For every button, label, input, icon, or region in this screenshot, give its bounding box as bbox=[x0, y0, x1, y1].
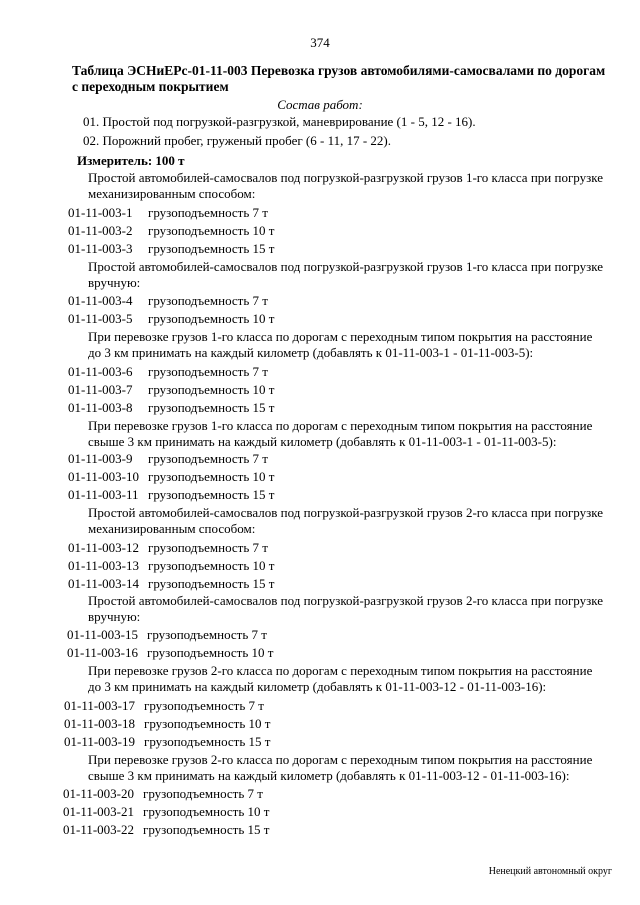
item-desc: грузоподъемность 10 т bbox=[143, 804, 270, 819]
item-code: 01-11-003-2 bbox=[68, 223, 133, 238]
group-description: Простой автомобилей-самосвалов под погрузкой-разгрузкой грузов 1-го класса при погрузке вручную: bbox=[88, 259, 604, 290]
list-item bbox=[68, 205, 268, 221]
item-code: 01-11-003-21 bbox=[63, 804, 135, 819]
item-code: 01-11-003-3 bbox=[68, 241, 133, 256]
item-desc: грузоподъемность 10 т bbox=[148, 382, 275, 397]
footer-region: Ненецкий автономный округ bbox=[488, 866, 612, 877]
group-description: При перевозке грузов 2-го класса по дорогам с переходным типом покрытия на расстояние свыше 3 км принимать на каждый километр (добавлять к 01-11-003-12 - 01-11-003-16): bbox=[88, 752, 593, 783]
list-item bbox=[68, 451, 268, 467]
group-description: При перевозке грузов 2-го класса по дорогам с переходным типом покрытия на расстояние до 3 км принимать на каждый километр (добавлять к 01-11-003-12 - 01-11-003-16): bbox=[88, 663, 593, 694]
group-description: Простой автомобилей-самосвалов под погрузкой-разгрузкой грузов 2-го класса при погрузке вручную: bbox=[88, 593, 604, 624]
list-item bbox=[68, 400, 274, 416]
item-code: 01-11-003-10 bbox=[68, 469, 140, 484]
item-desc: грузоподъемность 7 т bbox=[147, 627, 267, 642]
item-desc: грузоподъемность 15 т bbox=[148, 241, 275, 256]
composition-item: 01. Простой под погрузкой-разгрузкой, маневрирование (1 - 5, 12 - 16). bbox=[83, 114, 476, 129]
list-item bbox=[64, 716, 270, 732]
item-code: 01-11-003-14 bbox=[68, 576, 140, 591]
group-description: Простой автомобилей-самосвалов под погрузкой-разгрузкой грузов 1-го класса при погрузке механизированным способом: bbox=[88, 170, 604, 201]
item-desc: грузоподъемность 7 т bbox=[148, 205, 268, 220]
list-item bbox=[63, 804, 269, 820]
list-item bbox=[68, 558, 274, 574]
item-desc: грузоподъемность 15 т bbox=[144, 734, 271, 749]
item-code: 01-11-003-4 bbox=[68, 293, 133, 308]
item-desc: грузоподъемность 15 т bbox=[148, 487, 275, 502]
list-item bbox=[68, 223, 274, 239]
item-desc: грузоподъемность 7 т bbox=[148, 293, 268, 308]
list-item bbox=[68, 364, 268, 380]
item-code: 01-11-003-22 bbox=[63, 822, 135, 837]
item-code: 01-11-003-13 bbox=[68, 558, 140, 573]
list-item bbox=[68, 241, 274, 257]
list-item bbox=[64, 698, 264, 714]
item-desc: грузоподъемность 7 т bbox=[148, 451, 268, 466]
composition-item: 02. Порожний пробег, груженый пробег (6 - 11, 17 - 22). bbox=[83, 133, 392, 148]
item-code: 01-11-003-9 bbox=[68, 451, 133, 466]
item-desc: грузоподъемность 10 т bbox=[148, 311, 275, 326]
item-desc: грузоподъемность 10 т bbox=[147, 645, 274, 660]
item-code: 01-11-003-15 bbox=[67, 627, 139, 642]
item-code: 01-11-003-8 bbox=[68, 400, 133, 415]
item-desc: грузоподъемность 15 т bbox=[143, 822, 270, 837]
item-desc: грузоподъемность 7 т bbox=[148, 364, 268, 379]
item-code: 01-11-003-1 bbox=[68, 205, 133, 220]
table-title: Таблица ЭСНиЕРс-01-11-003 Перевозка грузов автомобилями-самосвалами по дорогам с переходным покрытием bbox=[72, 63, 606, 94]
list-item bbox=[68, 576, 274, 592]
list-item bbox=[68, 311, 274, 327]
item-desc: грузоподъемность 10 т bbox=[148, 558, 275, 573]
list-item bbox=[68, 382, 274, 398]
item-desc: грузоподъемность 7 т bbox=[148, 540, 268, 555]
item-code: 01-11-003-11 bbox=[68, 487, 139, 502]
item-desc: грузоподъемность 7 т bbox=[144, 698, 264, 713]
item-code: 01-11-003-20 bbox=[63, 786, 135, 801]
list-item bbox=[64, 734, 270, 750]
item-desc: грузоподъемность 15 т bbox=[148, 400, 275, 415]
item-desc: грузоподъемность 10 т bbox=[148, 469, 275, 484]
item-code: 01-11-003-19 bbox=[64, 734, 136, 749]
list-item bbox=[68, 469, 274, 485]
item-code: 01-11-003-16 bbox=[67, 645, 139, 660]
item-code: 01-11-003-17 bbox=[64, 698, 136, 713]
group-description: Простой автомобилей-самосвалов под погрузкой-разгрузкой грузов 2-го класса при погрузке механизированным способом: bbox=[88, 505, 604, 536]
item-desc: грузоподъемность 15 т bbox=[148, 576, 275, 591]
composition-heading: Состав работ: bbox=[277, 97, 363, 112]
list-item bbox=[68, 540, 268, 556]
group-description: При перевозке грузов 1-го класса по дорогам с переходным типом покрытия на расстояние свыше 3 км принимать на каждый километр (добавлять к 01-11-003-1 - 01-11-003-5): bbox=[88, 418, 593, 449]
item-code: 01-11-003-7 bbox=[68, 382, 133, 397]
group-description: При перевозке грузов 1-го класса по дорогам с переходным типом покрытия на расстояние до 3 км принимать на каждый километр (добавлять к 01-11-003-1 - 01-11-003-5): bbox=[88, 329, 593, 360]
item-code: 01-11-003-6 bbox=[68, 364, 133, 379]
list-item bbox=[68, 487, 274, 503]
item-desc: грузоподъемность 7 т bbox=[143, 786, 263, 801]
list-item bbox=[68, 293, 268, 309]
list-item bbox=[67, 627, 267, 643]
item-code: 01-11-003-12 bbox=[68, 540, 140, 555]
item-code: 01-11-003-18 bbox=[64, 716, 136, 731]
item-desc: грузоподъемность 10 т bbox=[144, 716, 271, 731]
list-item bbox=[63, 786, 263, 802]
item-desc: грузоподъемность 10 т bbox=[148, 223, 275, 238]
measure-unit: Измеритель: 100 т bbox=[77, 153, 185, 168]
list-item bbox=[67, 645, 273, 661]
list-item bbox=[63, 822, 269, 838]
item-code: 01-11-003-5 bbox=[68, 311, 133, 326]
page-number: 374 bbox=[310, 35, 330, 50]
